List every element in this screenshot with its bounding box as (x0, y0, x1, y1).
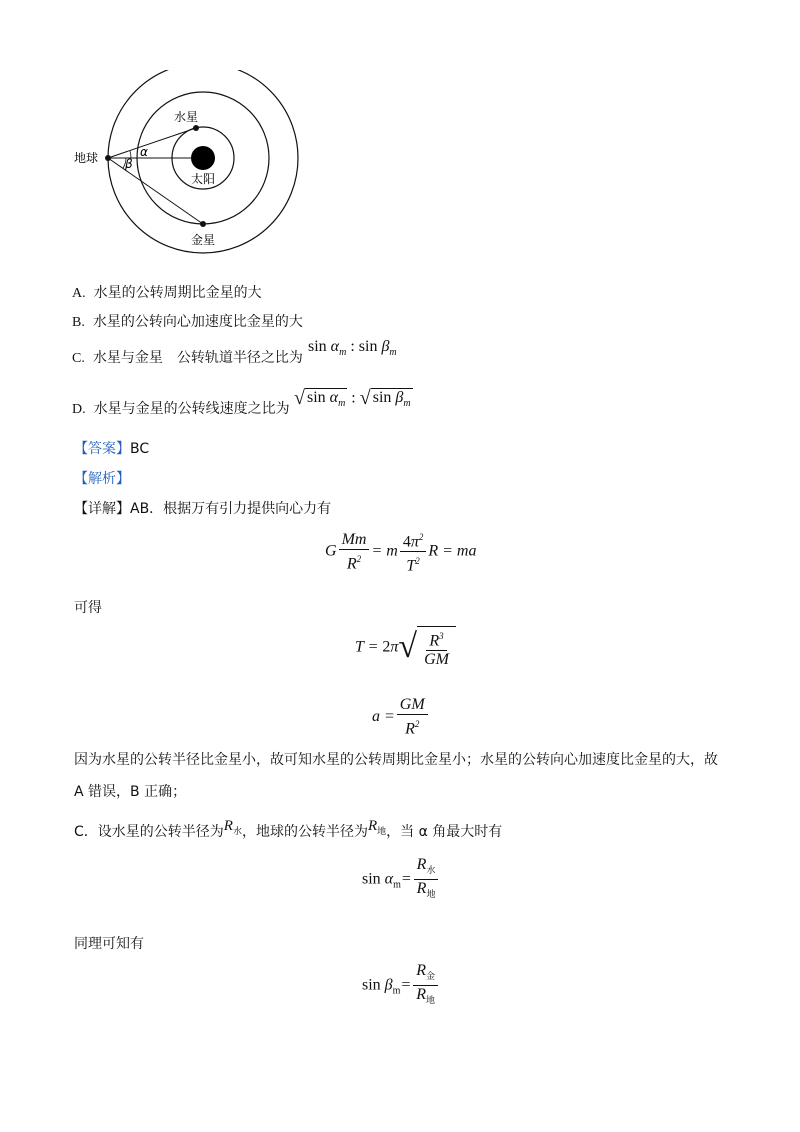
answer-line (74, 439, 149, 459)
equation-sin-beta: $\sin \beta_m=$ $\frac{R_金}{R_地}$ (362, 962, 440, 1009)
alpha-label: α (140, 145, 148, 159)
option-d-formula: √ $\sin \alpha_m$ : √ $\sin \beta_m$ (294, 387, 411, 410)
option-letter: B. (72, 315, 85, 330)
mercury-label: 水星 (174, 110, 199, 124)
venus-label: 金星 (191, 233, 216, 247)
detail-line (74, 499, 331, 519)
detail-text: AB．根据万有引力提供向心力有 (130, 501, 332, 517)
because-line-1: 因为水星的公转半径比金星小，故可知水星的公转周期比金星小；水星的公转向心加速度比金星的大，故 (74, 752, 718, 768)
sun (191, 146, 215, 170)
option-letter: A. (72, 286, 86, 301)
option-c (72, 348, 303, 369)
tongli-text: 同理可知有 (74, 936, 144, 952)
earth-mercury-line (108, 128, 196, 158)
equation-gravity: G $\frac{Mm}{R^2}$ = m $\frac{4\pi^2}{T^2}$ R = ma (325, 528, 476, 576)
answer-value: BC (130, 441, 150, 457)
option-c-formula: $\sin \alpha_m$ : $\sin \beta_m$ (308, 338, 397, 359)
earth-label: 地球 (74, 151, 99, 165)
answer-tag: 【答案】 (74, 441, 130, 457)
option-d (72, 399, 290, 420)
c-text-1: C．设水星的公转半径为 (74, 824, 224, 840)
r-earth: $R_地$ (367, 818, 387, 836)
detail-tag: 【详解】 (74, 501, 130, 517)
beta-label: β (125, 157, 133, 171)
r-mercury: $R_水$ (223, 818, 242, 836)
option-text: 水星的公转周期比金星的大 (93, 285, 262, 301)
option-a (72, 283, 262, 304)
c-text-2: ，地球的公转半径为 (241, 824, 368, 840)
option-text: 水星的公转向心加速度比金星的大 (92, 314, 303, 330)
equation-acceleration: a = $\frac{GM}{R^2}$ (372, 696, 430, 738)
earth-venus-line (108, 158, 203, 224)
option-text: 水星与金星 公转轨道半径之比为 (92, 350, 303, 366)
because-line-2: A 错误，B 正确； (74, 784, 187, 800)
option-letter: D. (72, 402, 86, 417)
kede-text: 可得 (74, 600, 102, 616)
c-line (74, 818, 503, 847)
sun-label: 太阳 (191, 172, 216, 186)
orbit-diagram (60, 70, 310, 260)
equation-sin-alpha: $\sin \alpha_m=$ $\frac{R_水}{R_地}$ (362, 856, 440, 903)
analysis-tag: 【解析】 (74, 471, 130, 487)
option-b (72, 312, 303, 333)
equation-period: T = 2π √ $\frac{R^3}{GM}$ (355, 626, 456, 669)
option-letter: C. (72, 351, 85, 366)
c-text-3: ，当 α 角最大时有 (386, 824, 503, 840)
option-text: 水星与金星的公转线速度之比为 (93, 401, 290, 417)
